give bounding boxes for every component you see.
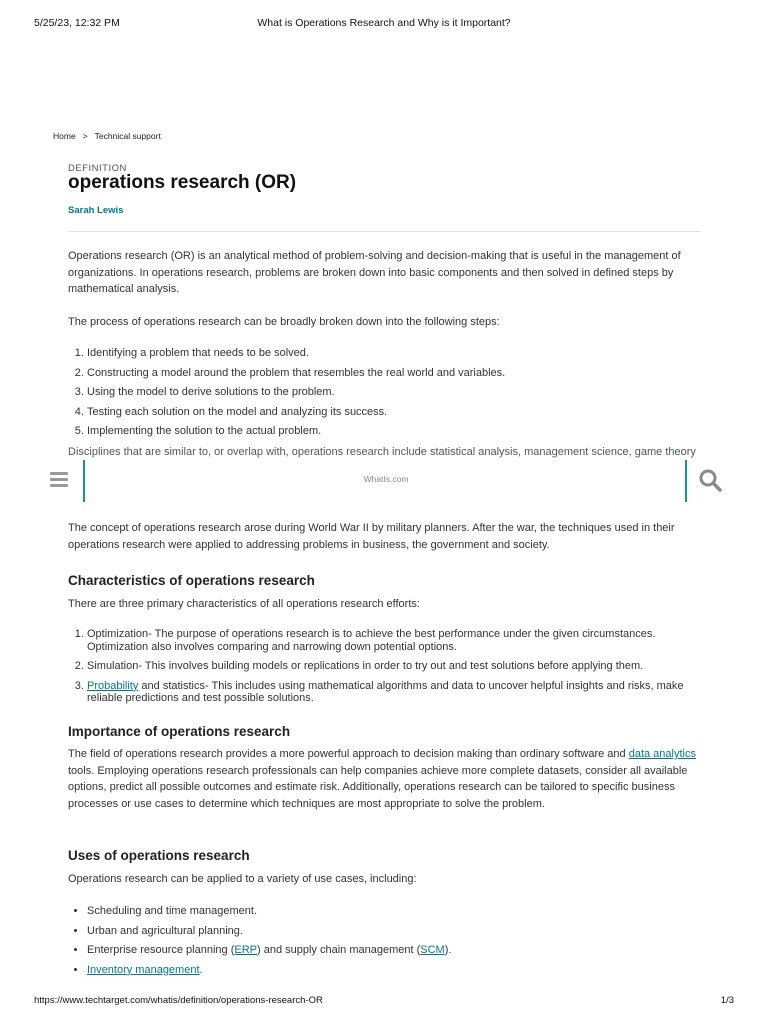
characteristics-intro: There are three primary characteristics of all operations research efforts: [68,598,420,610]
breadcrumb-home-link[interactable]: Home [53,131,76,141]
importance-text-after: tools. Employing operations research professionals can help companies achieve more complete datasets, consider all available options, predict all possible outcomes and estimate risk. Additionally, operations research can be tailored to specific business processes or use cases to determine which techniques are most appropriate to solve the problem. [68,764,688,811]
header-divider [68,231,701,232]
print-page-number: 1/3 [720,995,734,1006]
breadcrumb-current-link[interactable]: Technical support [94,131,161,141]
list-item-text: Enterprise resource planning ( [87,944,235,957]
list-item: 3. Using the model to derive solutions to the problem. [87,386,717,399]
list-item [87,680,717,705]
characteristics-heading: Characteristics of operations research [68,573,315,588]
partially-hidden-text: Disciplines that are similar to, or overlap with, operations research include statistical analysis, management science, game theory [68,446,696,458]
list-item: 5. Implementing the solution to the actual problem. [87,425,717,438]
scm-link[interactable]: SCM [420,944,445,957]
list-item: 1. Identifying a problem that needs to be solved. [87,347,717,360]
characteristics-list [68,628,717,705]
breadcrumb-separator: > [82,131,88,141]
list-item-text: . [199,963,203,976]
list-item: 2. Constructing a model around the problem that resembles the real world and variables. [87,367,717,380]
list-item: 4. Testing each solution on the model and analyzing its success. [87,406,717,419]
probability-link[interactable]: Probability [87,679,139,692]
uses-intro: Operations research can be applied to a variety of use cases, including: [68,873,417,885]
print-datetime: 5/25/23, 12:32 PM [34,17,120,29]
breadcrumb [53,131,161,141]
uses-heading: Uses of operations research [68,848,250,863]
list-item-text: ) and supply chain management ( [256,944,421,957]
importance-heading: Importance of operations research [68,724,291,739]
list-item-text: ). [444,944,452,957]
search-icon[interactable] [698,468,722,492]
list-item [87,944,717,957]
process-steps-list [68,347,717,438]
definition-label: DEFINITION [68,163,127,174]
sticky-navigation-bar [36,460,736,502]
list-item [87,964,717,977]
list-item-text: and statistics- This includes using mathematical algorithms and data to uncover helpful insights and risks, make reliable predictions and test possible solutions. [87,679,684,705]
page-title: operations research (OR) [68,172,297,193]
print-page-title: What is Operations Research and Why is it Important? [257,17,511,29]
list-item: 2. Simulation- This involves building models or replications in order to try out and test solutions before applying them. [87,660,717,673]
importance-paragraph [68,746,704,813]
erp-link[interactable]: ERP [234,944,257,957]
list-item: 1. Optimization- The purpose of operations research is to achieve the best performance under the given circumstances. Optimization also involves comparing and narrowing down potential options. [87,628,717,653]
list-item: • Urban and agricultural planning. [87,925,717,938]
uses-list [68,905,717,976]
data-analytics-link[interactable]: data analytics [628,748,696,760]
importance-text-before: The field of operations research provides a more powerful approach to decision making than ordinary software and [68,748,629,760]
inventory-management-link[interactable]: Inventory management [87,963,200,976]
intro-paragraph: Operations research (OR) is an analytical method of problem-solving and decision-making that is useful in the management of organizations. In operations research, problems are broken down into basic components and then solved in defined steps by mathematical analysis. [68,250,681,296]
print-url: https://www.techtarget.com/whatis/definition/operations-research-OR [34,995,323,1006]
list-item: • Scheduling and time management. [87,905,717,918]
process-intro-paragraph: The process of operations research can be broadly broken down into the following steps: [68,316,500,328]
nav-divider-right [685,460,687,502]
site-brand[interactable]: WhatIs.com [363,474,409,484]
history-paragraph: The concept of operations research arose during World War II by military planners. After the war, the techniques used in their operations research were applied to addressing problems in business, the government and society. [68,522,675,551]
author-link[interactable]: Sarah Lewis [68,205,124,216]
